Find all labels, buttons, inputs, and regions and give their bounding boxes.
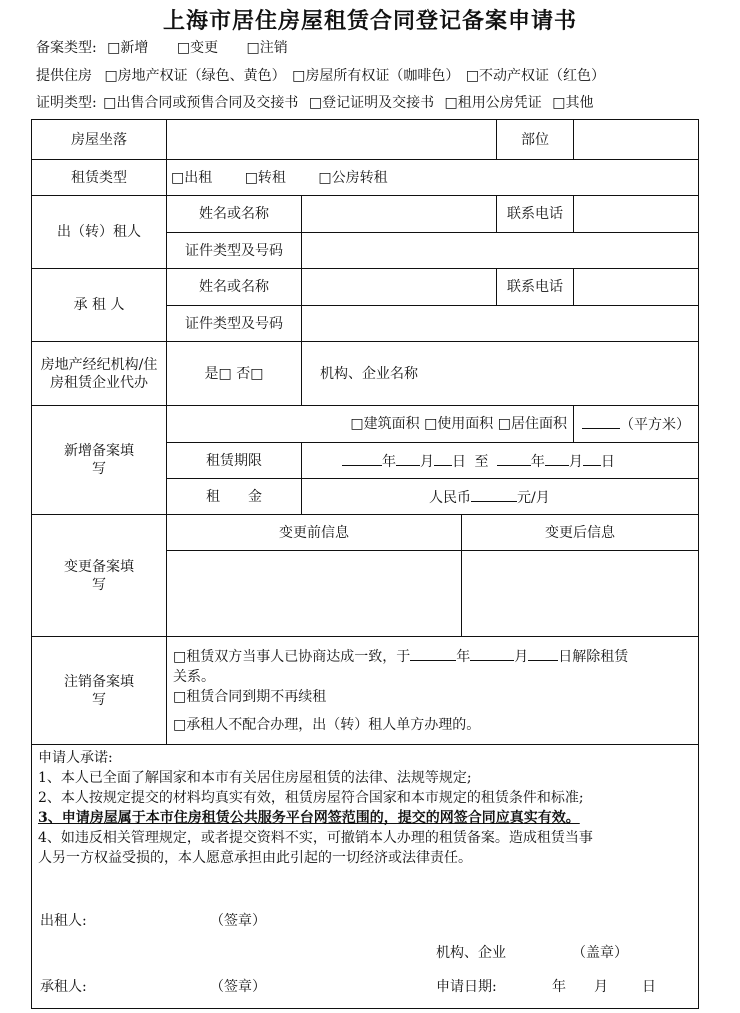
declaration-cell [32,745,699,1009]
period-day-2: 日 [600,453,615,470]
application-form-table [31,119,699,1009]
cancel-opt1-end: 日解除租赁 [558,649,629,665]
location-label: 房屋坐落 [32,120,167,160]
declaration-heading: 申请人承诺: [38,750,113,766]
lessee-phone-label: 联系电话 [497,269,574,306]
rent-suffix: 元/月 [517,489,550,506]
lessee-name-field[interactable] [302,269,497,306]
form-title: 上海市居住房屋租赁合同登记备案申请书 [162,8,577,34]
apply-date-label: 申请日期: [436,979,497,995]
lease-period-label: 租赁期限 [167,443,302,479]
agency-name-label: 机构、企业名称 [320,365,418,382]
period-year-2: 年 [530,453,545,470]
lessor-phone-field[interactable] [574,196,699,233]
agency-name-cell[interactable] [302,342,699,406]
checkbox-realestate-cert[interactable]: □不动产权证（红色） [465,68,606,84]
filing-type-line [36,38,290,58]
checkbox-registration-cert[interactable]: □登记证明及交接书 [308,95,435,111]
lessor-id-label: 证件类型及号码 [167,233,302,269]
cancel-filing-label: 注销备案填写 [32,637,167,745]
lessor-name-field[interactable] [302,196,497,233]
proof-type-label-1: 提供住房 [36,68,92,84]
part-label: 部位 [497,120,574,160]
lessee-sign-label: 承租人: [40,979,87,995]
checkbox-sales-contract[interactable]: □出售合同或预售合同及交接书 [103,95,299,111]
change-filing-label: 变更备案填写 [32,515,167,637]
lessee-id-label: 证件类型及号码 [167,306,302,342]
lessor-phone-label: 联系电话 [497,196,574,233]
proof-type-line2 [36,93,595,113]
proof-type-line1 [36,66,607,86]
declaration-item-4: 4、如违反相关管理规定，或者提交资料不实，可撤销本人办理的租赁备案。造成租赁当事 [38,830,593,846]
checkbox-cancel[interactable]: □注销 [246,40,288,56]
lessor-sign-label: 出租人: [40,913,87,929]
cancel-opt1-cont: 关系。 [173,669,215,685]
lessor-label: 出（转）租人 [32,196,167,269]
cancel-opt1-text: □租赁双方当事人已协商达成一致，于 [173,649,411,665]
checkbox-other[interactable]: □其他 [552,95,594,111]
part-field[interactable] [574,120,699,160]
change-after-field[interactable] [462,551,699,637]
org-label: 机构、企业 [436,945,506,961]
change-before-label: 变更前信息 [167,515,462,551]
declaration-item-1: 1、本人已全面了解国家和本市有关居住房屋租赁的法律、法规等规定; [38,770,472,786]
cancel-opt1-year: 年 [456,649,471,665]
lessor-name-label: 姓名或名称 [167,196,302,233]
lessor-id-field[interactable] [302,233,699,269]
checkbox-rent[interactable]: □出租 [171,169,213,186]
declaration-item-2: 2、本人按规定提交的材料均真实有效，租赁房屋符合国家和本市规定的租赁条件和标准; [38,790,584,806]
cancel-option-2[interactable]: □租赁合同到期不再续租 [173,689,327,705]
new-filing-label: 新增备案填写 [32,406,167,515]
lessee-name-label: 姓名或名称 [167,269,302,306]
rent-field[interactable] [302,479,699,515]
rent-prefix: 人民币 [429,489,471,506]
period-month-2: 月 [568,453,583,470]
lessor-sign-field[interactable]: （签章） [210,913,266,929]
lessee-id-field[interactable] [302,306,699,342]
lessee-label: 承 租 人 [32,269,167,342]
change-before-field[interactable] [167,551,462,637]
apply-date-day[interactable]: 日 [642,979,656,995]
period-month-1: 月 [420,453,434,470]
checkbox-new[interactable]: □新增 [107,40,149,56]
proof-type-label-2: 证明类型: [36,95,97,111]
checkbox-property-cert[interactable]: □房地产权证（绿色、黄色） [104,68,286,84]
declaration-item-3: 3、申请房屋属于本市住房租赁公共服务平台网签范围的，提交的网签合同应真实有效。 [38,810,580,826]
apply-date-year[interactable]: 年 [552,979,566,995]
lease-type-options [167,160,699,196]
filing-type-label: 备案类型: [36,40,97,56]
rent-label: 租 金 [167,479,302,515]
period-year-1: 年 [382,453,396,470]
cancel-option-3[interactable]: □承租人不配合办理，出（转）租人单方办理的。 [173,717,481,733]
area-options[interactable]: □建筑面积 □使用面积 □居住面积 [167,406,574,443]
location-field[interactable] [167,120,497,160]
lessee-phone-field[interactable] [574,269,699,306]
lease-type-label: 租赁类型 [32,160,167,196]
change-after-label: 变更后信息 [462,515,699,551]
checkbox-change[interactable]: □变更 [176,40,219,56]
cancel-opt1-month: 月 [514,649,529,665]
area-field[interactable] [574,406,699,443]
period-to: 至 [474,453,489,470]
declaration-item-4-cont: 人另一方权益受损的，本人愿意承担由此引起的一切经济或法律责任。 [38,850,472,866]
checkbox-sublet[interactable]: □转租 [244,169,286,186]
agency-yes-no[interactable]: 是□ 否□ [167,342,302,406]
cancel-option-1[interactable] [173,646,692,667]
lease-period-field[interactable] [302,443,699,479]
lessee-sign-field[interactable]: （签章） [210,979,266,995]
cancel-options [167,637,699,745]
checkbox-public-housing[interactable]: □租用公房凭证 [444,95,542,111]
agency-label: 房地产经纪机构/住房租赁企业代办 [32,342,167,406]
checkbox-ownership-cert[interactable]: □房屋所有权证（咖啡色） [292,68,460,84]
period-day-1: 日 [452,453,466,470]
checkbox-public-sublet[interactable]: □公房转租 [318,169,388,186]
area-unit: （平方米） [620,417,690,433]
apply-date-month[interactable]: 月 [594,979,608,995]
org-seal-field[interactable]: （盖章） [572,945,628,961]
